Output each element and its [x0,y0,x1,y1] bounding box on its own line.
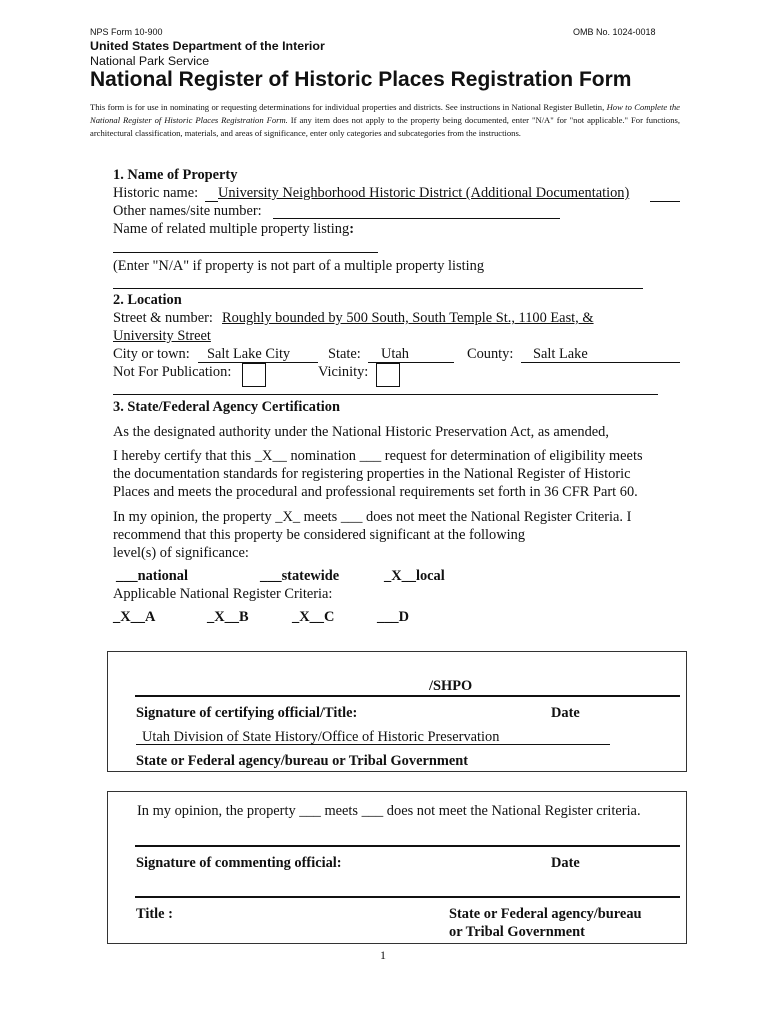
city-label: City or town: [113,346,190,362]
section-2-heading: 2. Location [113,292,182,308]
state-label: State: [328,346,361,362]
certifying-agency-field[interactable]: Utah Division of State History/Office of Historic Preservation [142,729,500,745]
section-3-heading: 3. State/Federal Agency Certification [113,399,340,415]
opinion-line-3: level(s) of significance: [113,545,249,561]
historic-name-trail-line [650,201,680,202]
section-1-divider [113,288,643,289]
opinion-prefix: In my opinion, the property [113,509,276,525]
page-number: 1 [380,948,386,962]
criteria-b[interactable]: _X__B [207,609,249,625]
intro-text-part1: This form is for use in nominating or requesting determinations for individual properties and districts. See instructions in National Register Bulletin, [90,102,607,112]
criteria-a[interactable]: _X__A [113,609,156,625]
opinion-line-2: recommend that this property be considered significant at the following [113,527,526,543]
nomination-mark[interactable]: _X__ [254,448,287,464]
related-listing-label [113,221,354,238]
page-title: National Register of Historic Places Registration Form [90,68,632,91]
criteria-label: Applicable National Register Criteria: [113,586,333,602]
criteria-c[interactable]: _X__C [292,609,335,625]
nomination-label: nomination [286,448,360,464]
meets-label: meets [300,509,341,525]
intro-bulletin-title: How to Complete the National Register of Historic Places Registration Form. [90,102,680,126]
commenting-agency-label-line1: State or Federal agency/bureau [449,906,642,922]
certifying-agency-label: State or Federal agency/bureau or Tribal Government [136,753,469,769]
related-listing-field[interactable] [113,252,378,253]
other-names-label: Other names/site number: [113,203,262,219]
city-field[interactable]: Salt Lake City [207,346,291,362]
street-field-line1[interactable]: Roughly bounded by 500 South, South Temple St., 1100 East, & [222,310,594,326]
not-for-publication-label: Not For Publication: [113,364,232,380]
vicinity-checkbox[interactable] [376,363,400,387]
service-name: National Park Service [90,54,210,68]
certify-prefix: I hereby certify that this [113,448,255,464]
section-2-divider [113,394,658,395]
certifying-date-label: Date [551,705,580,721]
intro-text-part2: If any item does not apply to the property being documented, enter "N/A" for "not applicable." For functions, architectural classification, materials, and areas of significance, enter only categories and subcategories from the instructions. [90,115,681,139]
request-mark[interactable]: ___ [359,448,382,464]
level-local[interactable]: _X__local [384,568,445,584]
historic-name-lead-line [205,201,218,202]
request-text: request for determination of eligibility meets [381,448,643,464]
county-label: County: [467,346,514,362]
state-field[interactable]: Utah [381,346,409,362]
shpo-label: /SHPO [429,678,473,694]
na-note: (Enter "N/A" if property is not part of a multiple property listing [113,258,485,274]
street-label: Street & number: [113,310,213,326]
historic-name-label: Historic name: [113,185,199,201]
historic-name-field[interactable]: University Neighborhood Historic District (Additional Documentation) [218,185,630,201]
certify-paragraph [113,447,683,501]
commenting-title-line[interactable] [135,896,680,898]
omb-number: OMB No. 1024-0018 [573,27,656,37]
street-field-line2[interactable]: University Street [113,328,211,344]
commenting-signature-line[interactable] [135,845,680,847]
county-field[interactable]: Salt Lake [533,346,588,362]
certifying-signature-label: Signature of certifying official/Title: [136,705,358,721]
department-name: United States Department of the Interior [90,39,325,53]
other-names-field[interactable] [273,218,560,219]
intro-paragraph [90,101,680,141]
not-meets-mark[interactable]: ___ [340,509,363,525]
section-1-heading: 1. Name of Property [113,167,238,183]
vicinity-label: Vicinity: [318,364,369,380]
certify-line-3: Places and meets the procedural and professional requirements set forth in 36 CFR Part 60. [113,484,638,500]
authority-text: As the designated authority under the National Historic Preservation Act, as amended, [113,424,609,440]
commenting-date-label: Date [551,855,580,871]
commenting-signature-label: Signature of commenting official: [136,855,342,871]
commenting-agency-label-line2: or Tribal Government [449,924,585,940]
related-listing-colon: : [349,221,354,237]
certify-line-2: the documentation standards for registering properties in the National Register of Historic [113,466,631,482]
opinion-paragraph [113,508,683,562]
form-number: NPS Form 10-900 [90,27,163,37]
level-statewide[interactable]: ___statewide [260,568,340,584]
related-listing-text: Name of related multiple property listing [113,221,350,237]
level-national[interactable]: ___national [116,568,188,584]
not-meets-text: does not meet the National Register Criteria. I [362,509,632,525]
criteria-d[interactable]: ___D [377,609,409,625]
commenting-title-label: Title : [136,906,173,922]
commenting-opinion-text: In my opinion, the property ___ meets ___ does not meet the National Register criteria. [137,803,641,819]
meets-mark[interactable]: _X_ [275,509,301,525]
certifying-signature-line[interactable] [135,695,680,697]
not-for-publication-checkbox[interactable] [242,363,266,387]
